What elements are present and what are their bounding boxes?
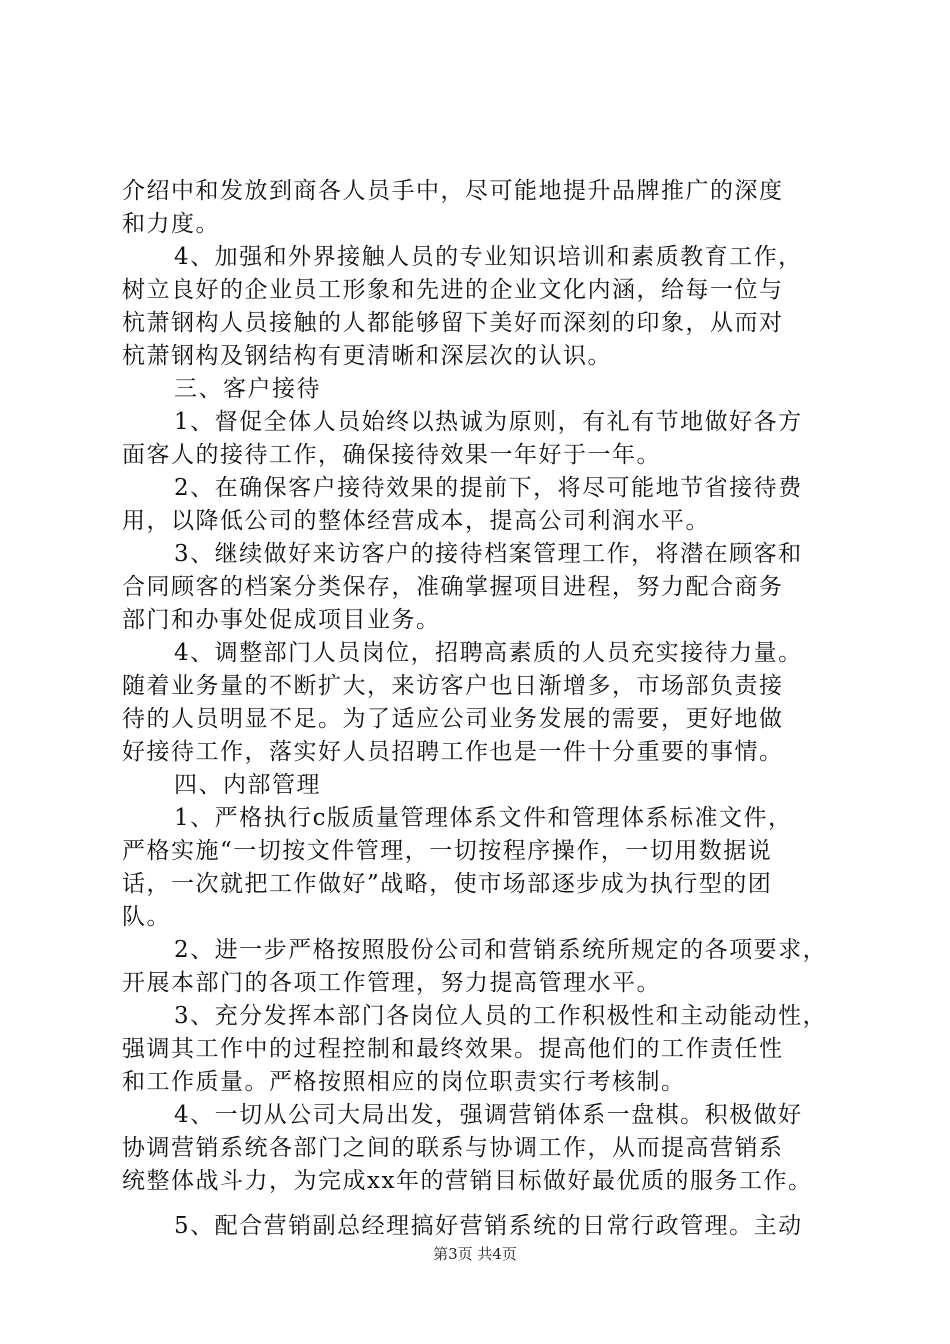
page-number-footer: 第3页 共4页 <box>433 1245 517 1263</box>
text-line: 2、进一步严格按照股份公司和营销系统所规定的各项要求， <box>174 937 828 963</box>
text-line: 强调其工作中的过程控制和最终效果。提高他们的工作责任性 <box>122 1036 784 1062</box>
text-line: 统整体战斗力，为完成xx年的营销目标做好最优质的服务工作。 <box>122 1168 813 1194</box>
text-line: 协调营销系统各部门之间的联系与协调工作，从而提高营销系 <box>122 1135 784 1161</box>
text-line: 4、一切从公司大局出发，强调营销体系一盘棋。积极做好 <box>174 1102 803 1128</box>
text-line: 随着业务量的不断扩大，来访客户也日渐增多，市场部负责接 <box>122 673 784 699</box>
text-line: 介绍中和发放到商各人员手中，尽可能地提升品牌推广的深度 <box>122 178 784 204</box>
text-line: 5、配合营销副总经理搞好营销系统的日常行政管理。主动 <box>174 1213 803 1239</box>
text-line: 和力度。 <box>122 211 220 237</box>
text-line: 杭萧钢构及钢结构有更清晰和深层次的认识。 <box>122 343 612 369</box>
text-line: 队。 <box>122 904 171 930</box>
text-line: 部门和办事处促成项目业务。 <box>122 607 441 633</box>
text-line: 4、加强和外界接触人员的专业知识培训和素质教育工作， <box>174 244 803 270</box>
text-line: 树立良好的企业员工形象和先进的企业文化内涵，给每一位与 <box>122 277 784 303</box>
text-line: 2、在确保客户接待效果的提前下，将尽可能地节省接待费 <box>174 475 803 501</box>
text-line: 3、充分发挥本部门各岗位人员的工作积极性和主动能动性， <box>174 1003 828 1029</box>
text-line: 合同顾客的档案分类保存，准确掌握项目进程，努力配合商务 <box>122 574 784 600</box>
section-heading: 三、客户接待 <box>174 376 321 402</box>
text-line: 4、调整部门人员岗位，招聘高素质的人员充实接待力量。 <box>174 640 803 666</box>
text-line: 用，以降低公司的整体经营成本，提高公司利润水平。 <box>122 508 710 534</box>
text-line: 和工作质量。严格按照相应的岗位职责实行考核制。 <box>122 1069 686 1095</box>
text-line: 面客人的接待工作，确保接待效果一年好于一年。 <box>122 442 661 468</box>
text-line: 好接待工作，落实好人员招聘工作也是一件十分重要的事情。 <box>122 739 784 765</box>
text-line: 杭萧钢构人员接触的人都能够留下美好而深刻的印象，从而对 <box>122 310 784 336</box>
section-heading: 四、内部管理 <box>174 772 321 798</box>
text-line: 3、继续做好来访客户的接待档案管理工作，将潜在顾客和 <box>174 541 803 567</box>
text-line: 待的人员明显不足。为了适应公司业务发展的需要，更好地做 <box>122 706 784 732</box>
text-line: 1、严格执行c版质量管理体系文件和管理体系标准文件， <box>174 805 793 831</box>
text-line: 1、督促全体人员始终以热诚为原则，有礼有节地做好各方 <box>174 409 803 435</box>
text-line: 严格实施“一切按文件管理，一切按程序操作，一切用数据说 <box>122 838 773 864</box>
text-line: 话，一次就把工作做好”战略，使市场部逐步成为执行型的团 <box>122 871 773 897</box>
text-line: 开展本部门的各项工作管理，努力提高管理水平。 <box>122 970 661 996</box>
